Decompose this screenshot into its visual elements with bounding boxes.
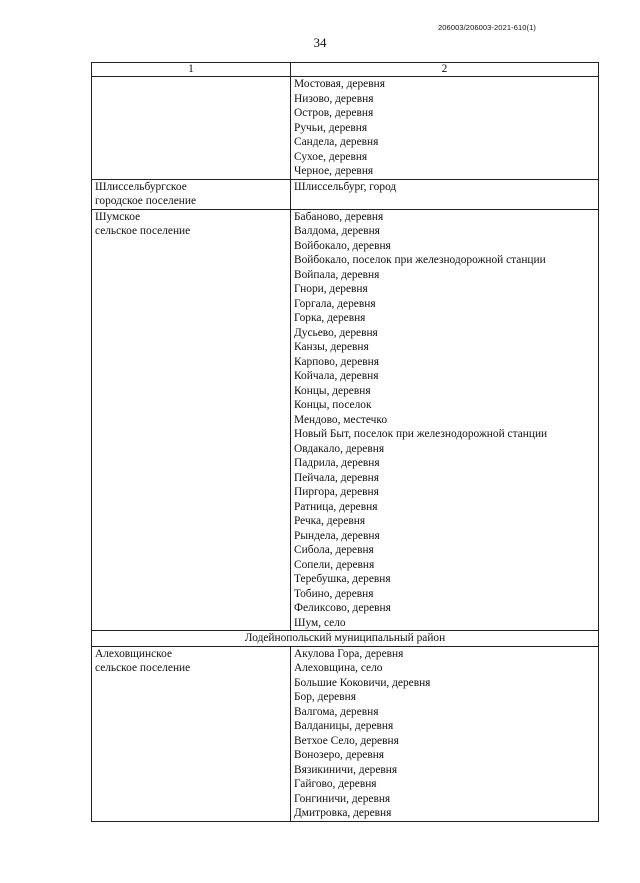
locality-name: Бор, деревня bbox=[294, 691, 356, 703]
locality-name: Валгома, деревня bbox=[294, 705, 379, 718]
page-number: 34 bbox=[313, 35, 327, 50]
locality-name: Гайгово, деревня bbox=[294, 778, 377, 790]
locality-name: Ручьи, деревня bbox=[294, 121, 368, 134]
settlement-name-line: сельское поселение bbox=[95, 225, 191, 237]
locality-name: Мостовая, деревня bbox=[294, 78, 385, 90]
district-name: Лодейнопольский муниципальный район bbox=[92, 631, 599, 647]
locality-name: Валдома, деревня bbox=[294, 225, 380, 237]
locality-name: Дусьево, деревня bbox=[294, 326, 378, 339]
settlement-name-cell bbox=[92, 179, 291, 209]
locality-name: Ветхое Село, деревня bbox=[294, 734, 399, 747]
locality-name: Концы, деревня bbox=[294, 384, 371, 397]
locality-name: Тобино, деревня bbox=[294, 587, 374, 600]
locality-name: Войбокало, деревня bbox=[294, 239, 391, 252]
settlement-name-cell bbox=[92, 209, 291, 631]
settlements-table bbox=[91, 62, 599, 822]
document-number: 206003/206003-2021-610(1) bbox=[438, 23, 536, 32]
locality-name: Пиргора, деревня bbox=[294, 486, 379, 498]
locality-name: Сандела, деревня bbox=[294, 136, 379, 148]
column-header-1: 1 bbox=[92, 63, 291, 77]
localities-cell bbox=[291, 77, 599, 180]
locality-name: Койчала, деревня bbox=[294, 370, 379, 382]
locality-name: Канзы, деревня bbox=[294, 341, 369, 353]
settlement-name-cell bbox=[92, 77, 291, 180]
table-row bbox=[92, 646, 599, 821]
locality-name: Сибола, деревня bbox=[294, 544, 374, 556]
settlement-name-line: сельское поселение bbox=[95, 662, 191, 674]
table-body bbox=[92, 77, 599, 822]
locality-name: Гнори, деревня bbox=[294, 283, 368, 295]
locality-name: Валданицы, деревня bbox=[294, 720, 394, 732]
locality-name: Сухое, деревня bbox=[294, 150, 368, 163]
locality-name: Речка, деревня bbox=[294, 515, 366, 527]
locality-name: Алеховщина, село bbox=[294, 662, 383, 674]
locality-name: Концы, поселок bbox=[294, 399, 372, 411]
locality-name: Теребушка, деревня bbox=[294, 573, 391, 585]
locality-name: Вязикиничи, деревня bbox=[294, 763, 398, 776]
locality-name: Падрила, деревня bbox=[294, 457, 380, 469]
locality-name: Акулова Гора, деревня bbox=[294, 647, 404, 660]
locality-name: Остров, деревня bbox=[294, 107, 374, 119]
locality-name: Сопели, деревня bbox=[294, 558, 375, 571]
settlement-name-cell bbox=[92, 646, 291, 821]
settlement-name-line: Алеховщинское bbox=[95, 647, 173, 660]
localities-cell bbox=[291, 646, 599, 821]
locality-name: Мендово, местечко bbox=[294, 413, 388, 426]
locality-name: Карпово, деревня bbox=[294, 355, 379, 368]
locality-name: Бабаново, деревня bbox=[294, 210, 384, 223]
locality-name: Большие Коковичи, деревня bbox=[294, 676, 431, 689]
locality-name: Шлиссельбург, город bbox=[294, 180, 397, 193]
table-row bbox=[92, 179, 599, 209]
localities-cell bbox=[291, 179, 599, 209]
locality-name: Овдакало, деревня bbox=[294, 442, 385, 455]
locality-name: Горка, деревня bbox=[294, 312, 366, 324]
locality-name: Феликсово, деревня bbox=[294, 602, 391, 614]
locality-name: Шум, село bbox=[294, 616, 346, 629]
locality-name: Рындела, деревня bbox=[294, 529, 380, 542]
locality-name: Вонозеро, деревня bbox=[294, 749, 385, 761]
settlement-name-line: Шлиссельбургское bbox=[95, 180, 187, 193]
locality-name: Гонгиничи, деревня bbox=[294, 792, 391, 805]
table-row bbox=[92, 209, 599, 631]
settlement-name-line: городское поселение bbox=[95, 195, 197, 207]
table-row bbox=[92, 77, 599, 180]
settlement-name-line: Шумское bbox=[95, 210, 141, 223]
locality-name: Пейчала, деревня bbox=[294, 471, 380, 484]
locality-name: Низово, деревня bbox=[294, 92, 374, 105]
locality-name: Дмитровка, деревня bbox=[294, 807, 392, 819]
locality-name: Горгала, деревня bbox=[294, 297, 376, 310]
locality-name: Ратница, деревня bbox=[294, 500, 378, 513]
table-header-row bbox=[92, 63, 599, 77]
locality-name: Войпала, деревня bbox=[294, 268, 380, 281]
localities-cell bbox=[291, 209, 599, 631]
locality-name: Черное, деревня bbox=[294, 165, 374, 177]
locality-name: Войбокало, поселок при железнодорожной станции bbox=[294, 254, 546, 266]
district-row bbox=[92, 631, 599, 647]
locality-name: Новый Быт, поселок при железнодорожной станции bbox=[294, 428, 548, 440]
column-header-2: 2 bbox=[291, 63, 599, 77]
